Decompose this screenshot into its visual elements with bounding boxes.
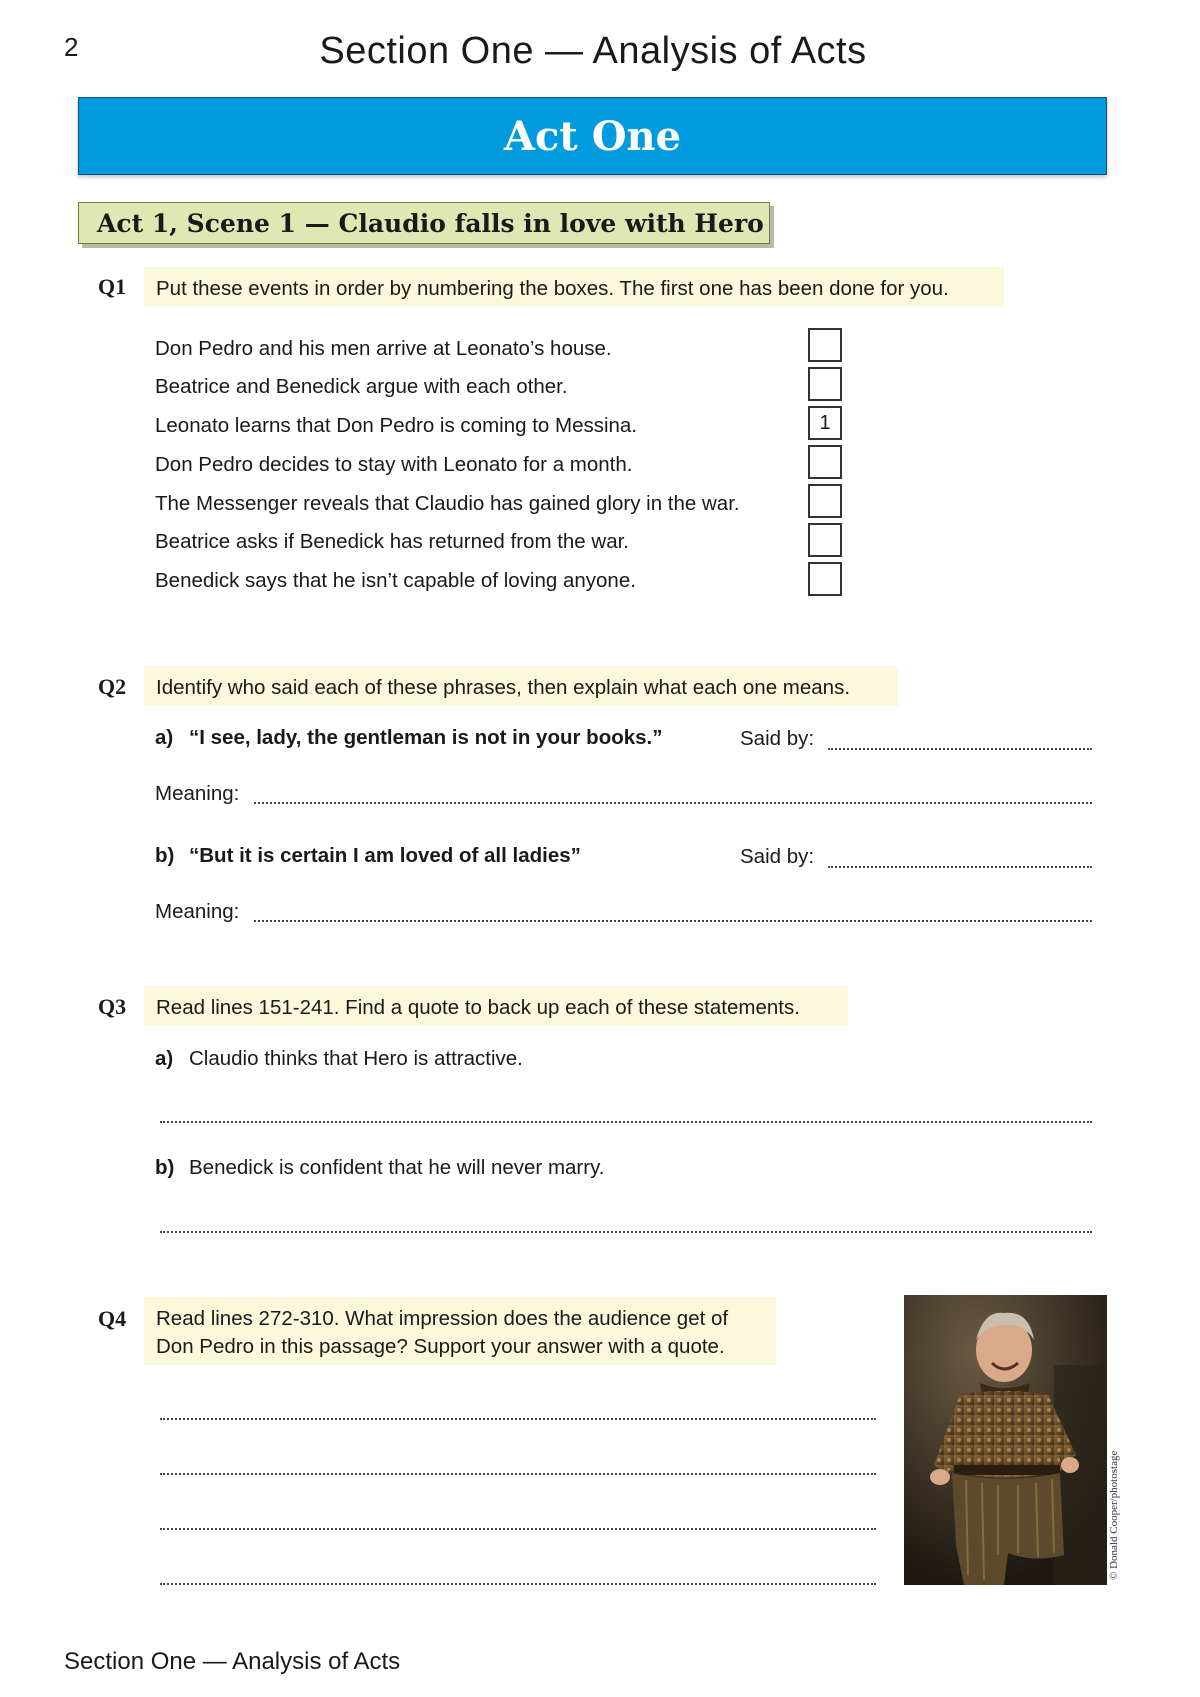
q2a-quote: “I see, lady, the gentleman is not in your books.”	[189, 726, 663, 749]
q2a-said-by-line[interactable]	[828, 748, 1092, 750]
q1-event-1: Don Pedro and his men arrive at Leonato’s house.	[155, 337, 612, 360]
q3-number: Q3	[98, 994, 127, 1019]
q3-prompt: Read lines 151-241. Find a quote to back up each of these statements.	[144, 986, 848, 1026]
q1-number: Q1	[98, 274, 127, 299]
section-title: Section One — Analysis of Acts	[319, 30, 867, 72]
footer-section-title: Section One — Analysis of Acts	[64, 1648, 401, 1675]
q3b-answer-line[interactable]	[160, 1231, 1092, 1233]
q2b-quote: “But it is certain I am loved of all ladies”	[189, 844, 581, 867]
q1-order-box-6[interactable]	[808, 523, 842, 557]
q1-event-2: Beatrice and Benedick argue with each other.	[155, 375, 568, 398]
q2b-letter: b)	[155, 844, 175, 867]
q3a-statement: Claudio thinks that Hero is attractive.	[189, 1047, 523, 1070]
scene-heading	[78, 202, 770, 244]
q2a-said-by-label: Said by:	[740, 727, 815, 750]
q4-number: Q4	[98, 1306, 127, 1331]
q1-order-box-2[interactable]	[808, 367, 842, 401]
q1-order-box-1[interactable]	[808, 328, 842, 362]
q2b-said-by-line[interactable]	[828, 866, 1092, 868]
q4-answer-line-4[interactable]	[160, 1583, 876, 1585]
q4-answer-line-2[interactable]	[160, 1473, 876, 1475]
page-number: 2	[64, 32, 79, 62]
q2-prompt: Identify who said each of these phrases, then explain what each one means.	[144, 666, 898, 706]
q3a-answer-line[interactable]	[160, 1121, 1092, 1123]
q3b-letter: b)	[155, 1156, 175, 1179]
q1-order-box-5[interactable]	[808, 484, 842, 518]
q4-prompt-line-2: Don Pedro in this passage? Support your answer with a quote.	[156, 1335, 725, 1358]
q1-event-7: Benedick says that he isn’t capable of loving anyone.	[155, 569, 636, 592]
scene-title: Act 1, Scene 1 — Claudio falls in love with Hero	[97, 208, 764, 238]
q1-event-5: The Messenger reveals that Claudio has gained glory in the war.	[155, 492, 740, 515]
q4-answer-line-1[interactable]	[160, 1418, 876, 1420]
q2a-letter: a)	[155, 726, 174, 749]
q4-prompt-line-1: Read lines 272-310. What impression does the audience get of	[156, 1307, 729, 1330]
q1-order-box-7[interactable]	[808, 562, 842, 596]
q1-prompt: Put these events in order by numbering the boxes. The first one has been done for you.	[144, 267, 1004, 307]
q2b-said-by-label: Said by:	[740, 845, 815, 868]
q3a-letter: a)	[155, 1047, 174, 1070]
q2a-meaning-label: Meaning:	[155, 782, 240, 805]
don-pedro-photo	[904, 1295, 1107, 1585]
q2a-meaning-line[interactable]	[254, 802, 1092, 804]
q1-order-box-3[interactable]: 1	[808, 406, 842, 440]
q4-answer-line-3[interactable]	[160, 1528, 876, 1530]
q2b-meaning-line[interactable]	[254, 920, 1092, 922]
q3b-statement: Benedick is confident that he will never marry.	[189, 1156, 605, 1179]
act-title: Act One	[503, 112, 682, 160]
q4-prompt	[144, 1297, 776, 1365]
act-banner	[78, 97, 1107, 175]
q1-event-6: Beatrice asks if Benedick has returned from the war.	[155, 530, 630, 553]
q1-event-3: Leonato learns that Don Pedro is coming to Messina.	[155, 414, 638, 437]
q1-order-box-4[interactable]	[808, 445, 842, 479]
photo-credit: © Donald Cooper/photostage	[1108, 1450, 1120, 1580]
q2-number: Q2	[98, 674, 127, 699]
q2b-meaning-label: Meaning:	[155, 900, 240, 923]
q1-event-4: Don Pedro decides to stay with Leonato for a month.	[155, 453, 633, 476]
